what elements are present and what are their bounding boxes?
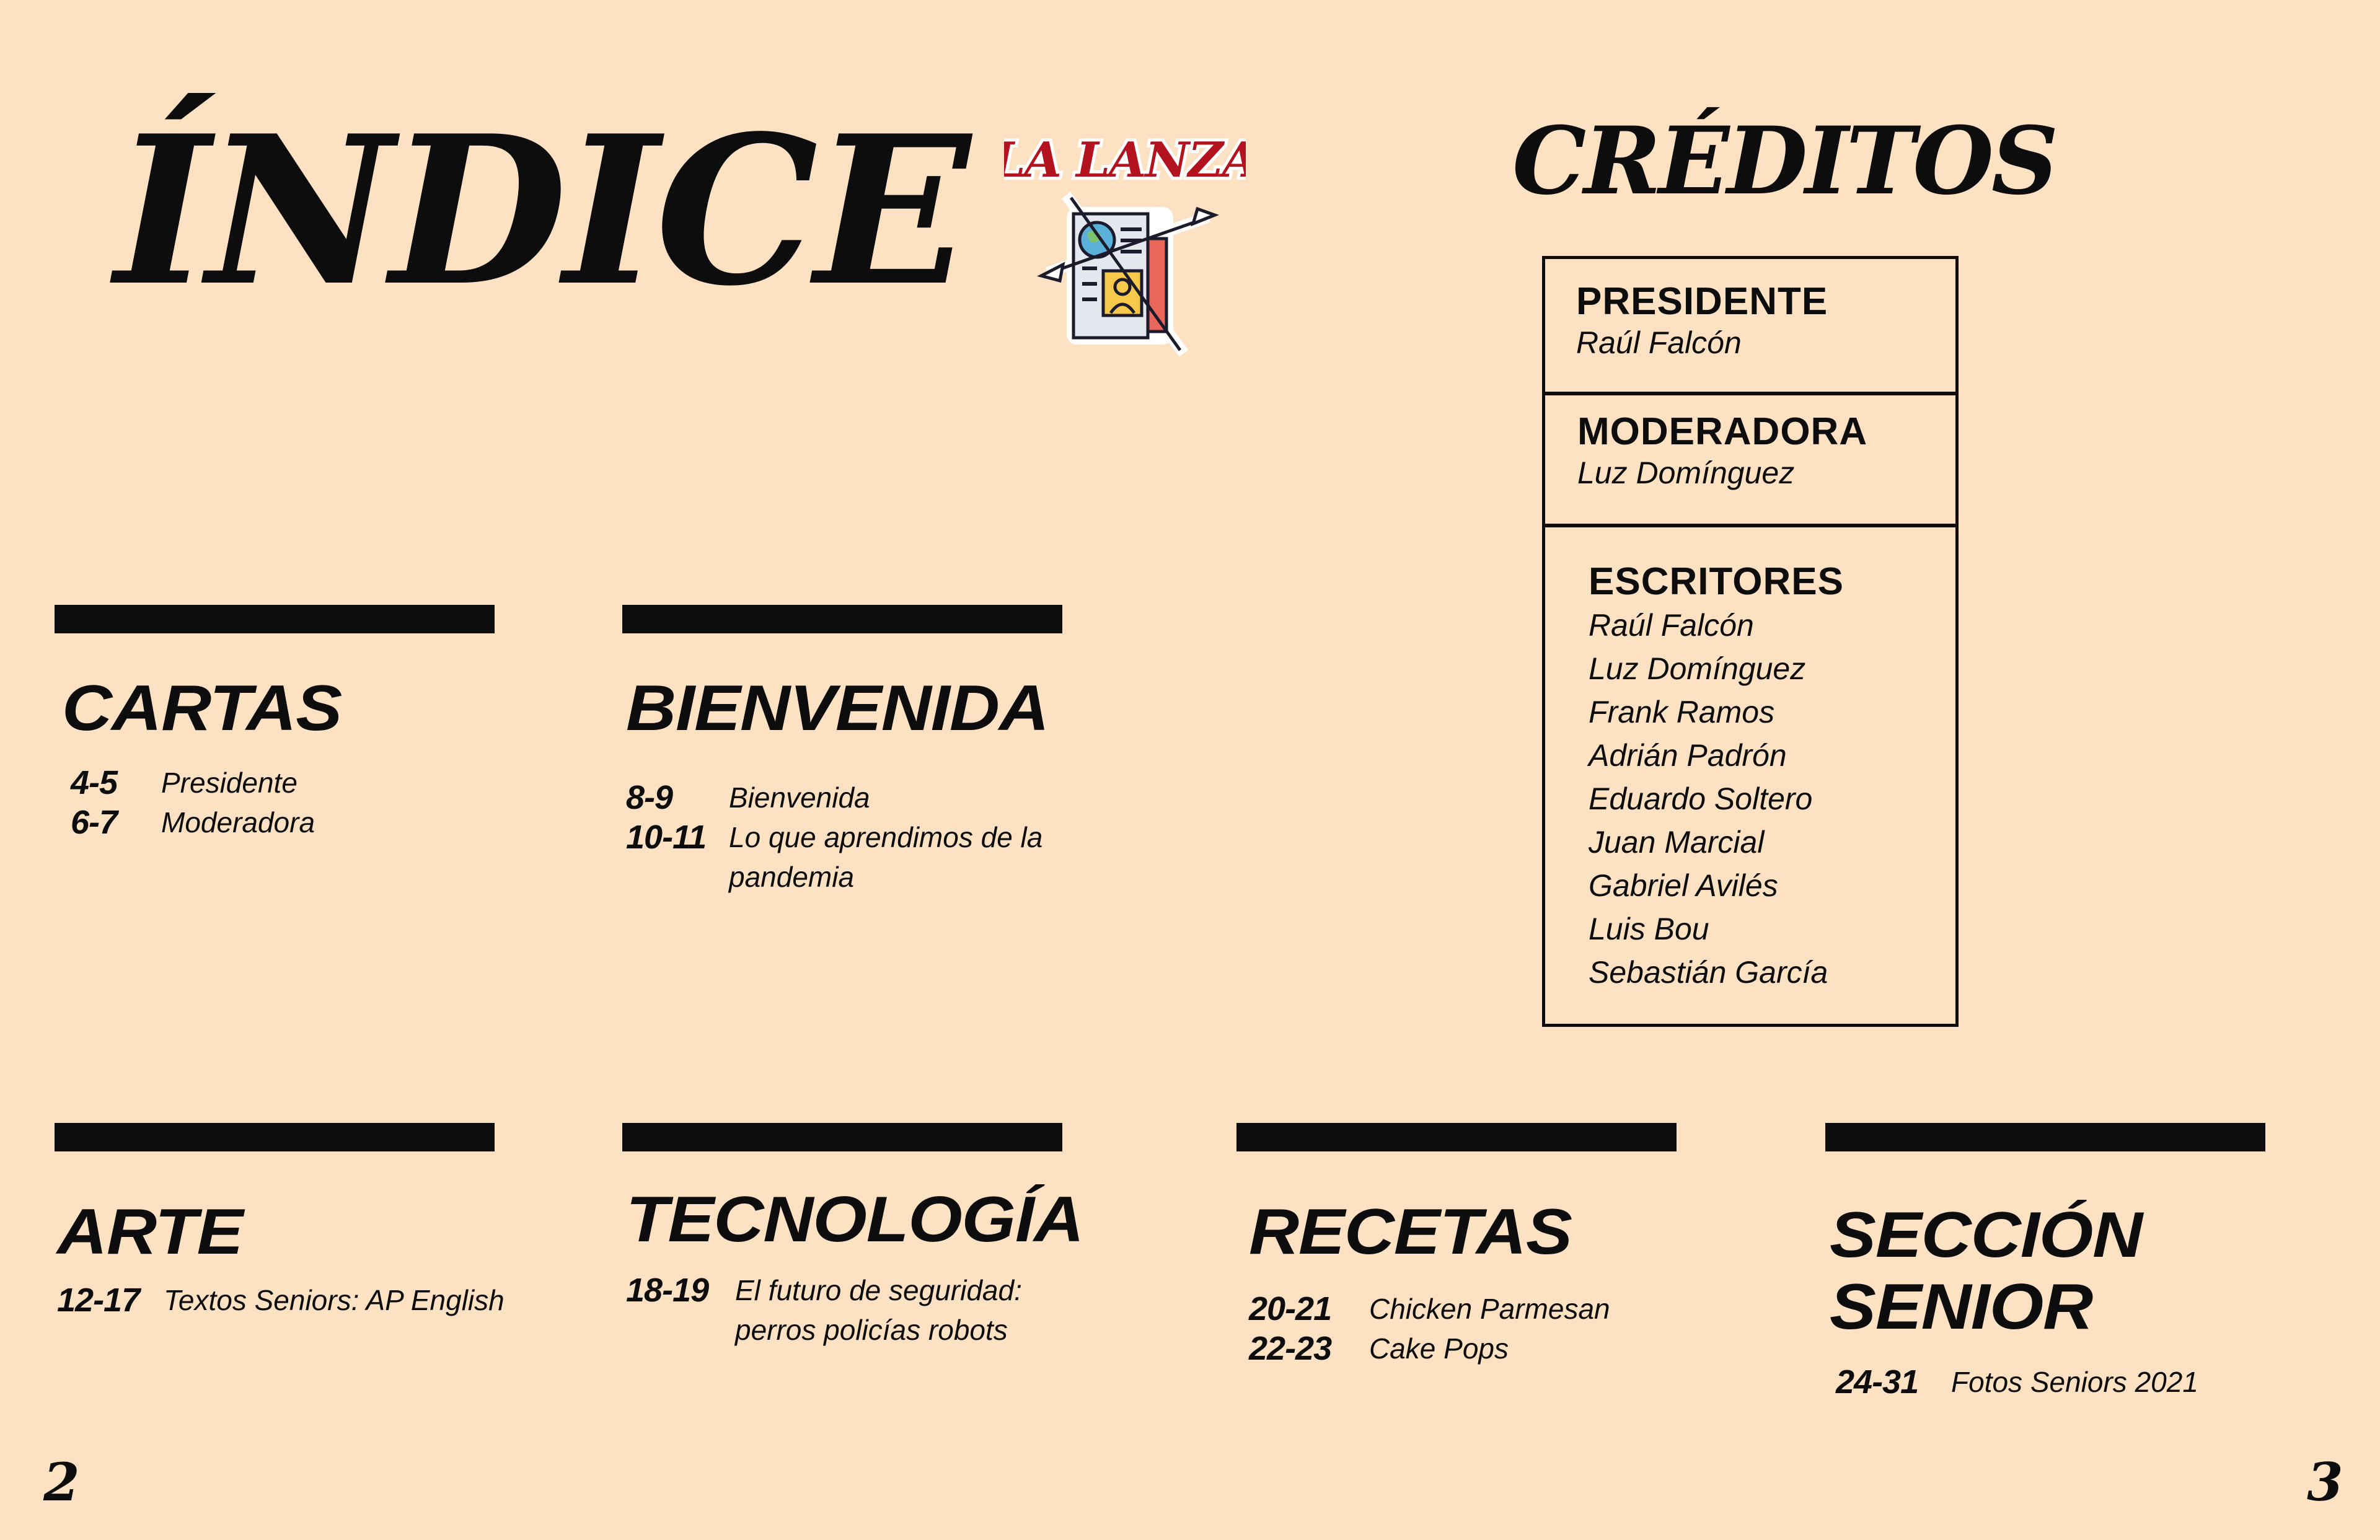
section-title: BIENVENIDA xyxy=(626,672,1049,744)
writer-name: Luz Domínguez xyxy=(1589,651,1806,686)
entry-title: Textos Seniors: AP English xyxy=(164,1284,505,1317)
page-range: 24-31 xyxy=(1836,1363,1919,1401)
page-range: 22-23 xyxy=(1249,1330,1332,1368)
entry-title: Chicken Parmesan xyxy=(1369,1293,1610,1326)
index-entry xyxy=(1836,1362,2198,1402)
page-range: 18-19 xyxy=(626,1272,709,1309)
la-lanza-logo xyxy=(1004,133,1246,366)
section-tecnologia xyxy=(626,1184,1083,1350)
section-bar-tecnologia xyxy=(622,1123,1062,1151)
writer-name: Gabriel Avilés xyxy=(1589,868,1778,903)
person-name: Raúl Falcón xyxy=(1576,325,1742,360)
newspaper-icon xyxy=(1041,195,1215,353)
section-bar-bienvenida xyxy=(622,605,1062,633)
index-title: ÍNDICE xyxy=(115,90,967,331)
writer-name: Frank Ramos xyxy=(1589,695,1775,729)
page-number-right: 3 xyxy=(2307,1451,2343,1513)
section-title: RECETAS xyxy=(1249,1196,1572,1268)
credit-writers xyxy=(1589,560,1844,994)
page-range: 6-7 xyxy=(71,804,118,842)
writer-name: Sebastián García xyxy=(1589,955,1828,990)
section-title-line2: SENIOR xyxy=(1830,1271,2093,1344)
index-entry xyxy=(626,817,1051,897)
credits-title: CRÉDITOS xyxy=(1512,107,2056,216)
page-number-left: 2 xyxy=(43,1451,80,1513)
credits-divider xyxy=(1545,524,1955,527)
page-range: 10-11 xyxy=(626,819,707,856)
section-title: TECNOLOGÍA xyxy=(626,1184,1083,1256)
person-name: Luz Domínguez xyxy=(1577,455,1795,490)
section-title: ARTE xyxy=(57,1196,243,1268)
entry-title: Fotos Seniors 2021 xyxy=(1951,1365,2198,1398)
section-recetas xyxy=(1249,1196,1610,1368)
index-entry xyxy=(71,803,321,842)
section-bienvenida xyxy=(626,672,1051,897)
role-label: MODERADORA xyxy=(1577,410,1868,453)
section-bar-seccion-senior xyxy=(1825,1123,2265,1151)
section-title-line1: SECCIÓN xyxy=(1830,1199,2143,1271)
index-entry xyxy=(1249,1289,1610,1329)
writer-name: Raúl Falcón xyxy=(1589,608,1754,643)
credits-box xyxy=(1542,256,1959,1027)
section-title: CARTAS xyxy=(62,672,342,744)
credit-moderator xyxy=(1577,410,1868,495)
section-bar-recetas xyxy=(1236,1123,1677,1151)
entry-title: Presidente xyxy=(161,767,298,799)
index-entry xyxy=(626,778,1051,817)
section-seccion-senior xyxy=(1830,1199,2198,1402)
writer-name: Luis Bou xyxy=(1589,912,1709,946)
logo-text: LA LANZA xyxy=(1004,133,1246,188)
index-entry xyxy=(626,1270,1057,1350)
section-cartas xyxy=(62,672,342,842)
entry-title: Lo que aprendimos de la pandemia xyxy=(729,821,1043,894)
section-bar-cartas xyxy=(55,605,495,633)
entry-title: Moderadora xyxy=(161,806,315,839)
writer-name: Juan Marcial xyxy=(1589,825,1765,860)
section-bar-arte xyxy=(55,1123,495,1151)
section-arte xyxy=(57,1196,505,1320)
index-entry xyxy=(1249,1329,1610,1368)
writer-name: Adrián Padrón xyxy=(1589,738,1787,773)
entry-title: Bienvenida xyxy=(729,781,870,814)
role-label: PRESIDENTE xyxy=(1576,280,1828,323)
page-range: 12-17 xyxy=(57,1282,140,1319)
credits-divider xyxy=(1545,392,1955,395)
index-entry xyxy=(71,763,321,803)
index-entry xyxy=(57,1280,505,1320)
page-range: 8-9 xyxy=(626,779,673,817)
role-label: ESCRITORES xyxy=(1589,560,1844,603)
credit-president xyxy=(1576,280,1828,364)
page-range: 20-21 xyxy=(1249,1290,1332,1328)
entry-title: Cake Pops xyxy=(1369,1332,1509,1365)
entry-title: El futuro de seguridad: perros policías robots xyxy=(735,1274,1022,1347)
writer-name: Eduardo Soltero xyxy=(1589,781,1813,816)
page-range: 4-5 xyxy=(71,764,118,802)
